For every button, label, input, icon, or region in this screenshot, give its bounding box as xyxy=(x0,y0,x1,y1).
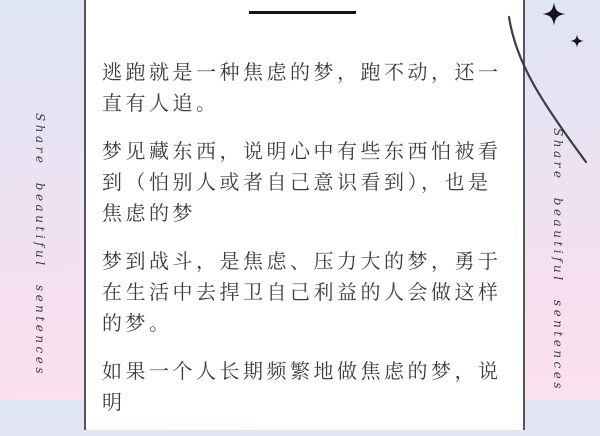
text-paragraph: 逃跑就是一种焦虑的梦，跑不动，还一直有人追。 xyxy=(102,62,502,115)
right-vertical-caption: Share beautiful sentences xyxy=(551,128,565,393)
text-paragraph-clipped: 如果一个人长期频繁地做焦虑的梦，说明 xyxy=(102,361,502,414)
left-vertical-caption: Share beautiful sentences xyxy=(33,113,47,378)
content-card xyxy=(84,0,525,430)
sparkle-icon xyxy=(543,3,566,26)
paragraph-block xyxy=(88,58,527,436)
text-paragraph: 梦到战斗，是焦虑、压力大的梦，勇于在生活中去捍卫自己利益的人会做这样的梦。 xyxy=(102,251,502,335)
sparkle-icon xyxy=(571,35,584,48)
divider-line xyxy=(249,11,356,14)
text-paragraph: 梦见藏东西，说明心中有些东西怕被看到（怕别人或者自己意识看到），也是焦虑的梦 xyxy=(102,141,502,225)
